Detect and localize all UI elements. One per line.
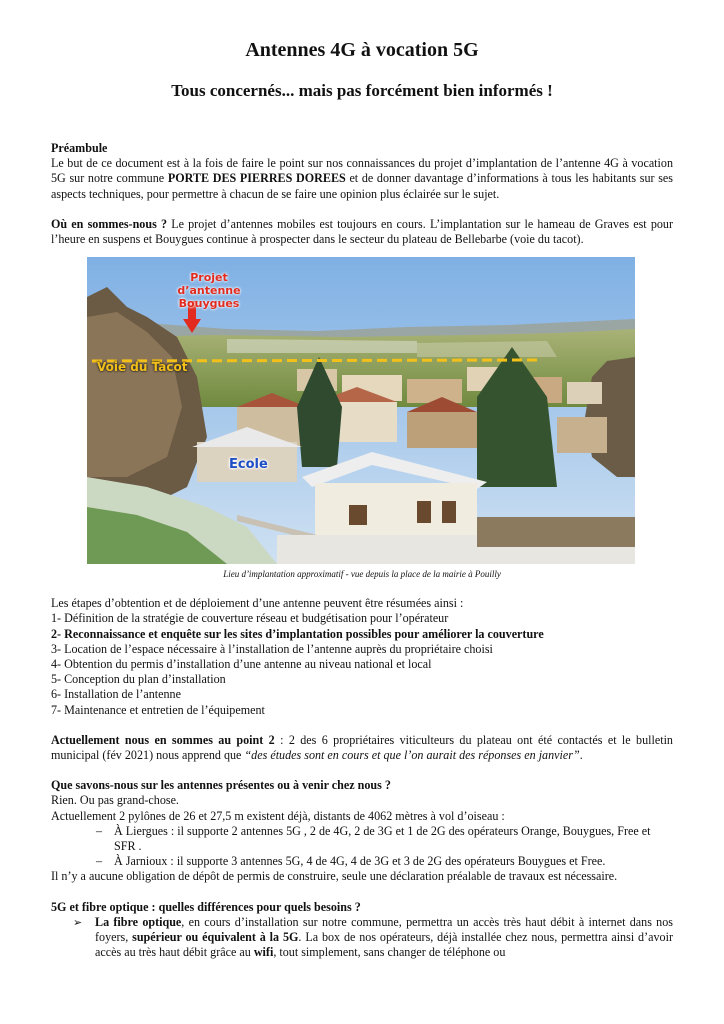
- status-paragraph: Où en sommes-nous ? Le projet d’antennes mobiles est toujours en cours. L’implantation sur le hameau de Graves est pour l’heure en suspens et Bouygues continue à prospecter dans le secteur du plateau de Bellebarbe (voie du tacot).: [51, 216, 673, 247]
- step-item: 5- Conception du plan d’installation: [51, 672, 226, 687]
- photo-caption: Lieu d’implantation approximatif - vue depuis la place de la mairie à Pouilly: [223, 569, 501, 580]
- document-body: [51, 141, 673, 960]
- knowledge-line: Rien. Ou pas grand-chose.: [51, 793, 179, 808]
- arrow-bullet-icon: ➢: [73, 915, 83, 929]
- current-status-heading: Actuellement nous en sommes au point 2: [51, 732, 275, 747]
- preambule-heading: Préambule: [51, 141, 108, 155]
- landscape-photo: [87, 257, 635, 564]
- list-item: – À Liergues : il supporte 2 antennes 5G , 2 de 4G, 2 de 3G et 1 de 2G des opérateurs Orange, Bouygues, Free et SFR .: [96, 824, 673, 854]
- steps-intro: Les étapes d’obtention et de déploiement d’une antenne peuvent être résumées ainsi :: [51, 596, 464, 611]
- fibre-heading: 5G et fibre optique : quelles différences pour quels besoins ?: [51, 899, 361, 914]
- commune-name: PORTE DES PIERRES DOREES: [167, 171, 346, 186]
- current-status-paragraph: Actuellement nous en sommes au point 2 : 2 des 6 propriétaires viticulteurs du plateau ont été contactés et le bulletin municipal (fév 2021) nous apprend que “des études sont en cours et que l’on aurait des réponses en janvier”.: [51, 732, 673, 763]
- step-item: 7- Maintenance et entretien de l’équipement: [51, 702, 265, 717]
- page-title: Antennes 4G à vocation 5G: [245, 39, 479, 61]
- step-item: 2- Reconnaissance et enquête sur les sites d’implantation possibles pour améliorer la couverture: [51, 626, 544, 641]
- antenna-project-label: Projet d’antenne Bouygues: [177, 271, 241, 311]
- knowledge-heading: Que savons-nous sur les antennes présentes ou à venir chez nous ?: [51, 778, 391, 793]
- status-heading: Où en sommes-nous ?: [51, 216, 168, 231]
- pylon-list: [51, 824, 673, 870]
- preambule-paragraph: Le but de ce document est à la fois de faire le point sur nos connaissances du projet d’implantation de l’antenne 4G à vocation 5G sur notre commune PORTE DES PIERRES DOREES et de donner davantage d’informations à tous les habitants sur ses aspects techniques, pour permettre à chacun de se faire une opinion plus éclairée sur le sujet.: [51, 156, 673, 201]
- step-item: 4- Obtention du permis d’installation d’une antenne au niveau national et local: [51, 657, 432, 672]
- list-item: ➢ La fibre optique, en cours d’installation sur notre commune, permettra un accès très haut débit à internet dans nos foyers, supérieur ou équivalent à la 5G. La box de nos opérateurs, déjà installée chez nous, permettra ainsi d’avoir accès au très haut débit grâce au wifi, tout simplement, sans changer de téléphone ou: [73, 914, 673, 960]
- step-item: 6- Installation de l’antenne: [51, 687, 181, 702]
- list-item: – À Jarnioux : il supporte 3 antennes 5G, 4 de 4G, 4 de 3G et 3 de 2G des opérateurs Bouygues et Free.: [96, 854, 673, 869]
- bulletin-quote: “des études sont en cours et que l’on aurait des réponses en janvier”: [244, 748, 580, 763]
- page-subtitle: Tous concernés... mais pas forcément bien informés !: [171, 81, 553, 100]
- school-label: Ecole: [229, 457, 268, 473]
- knowledge-line: Actuellement 2 pylônes de 26 et 27,5 m existent déjà, distants de 4062 mètres à vol d’oiseau :: [51, 808, 505, 823]
- knowledge-line: Il n’y a aucune obligation de dépôt de permis de construire, seule une déclaration préalable de travaux est nécessaire.: [51, 869, 618, 884]
- fibre-list: [51, 915, 673, 961]
- track-label: Voie du Tacot: [97, 360, 188, 375]
- step-item: 3- Location de l’espace nécessaire à l’installation de l’antenne auprès du propriétaire choisi: [51, 641, 493, 656]
- step-item: 1- Définition de la stratégie de couverture réseau et budgétisation pour l’opérateur: [51, 611, 449, 626]
